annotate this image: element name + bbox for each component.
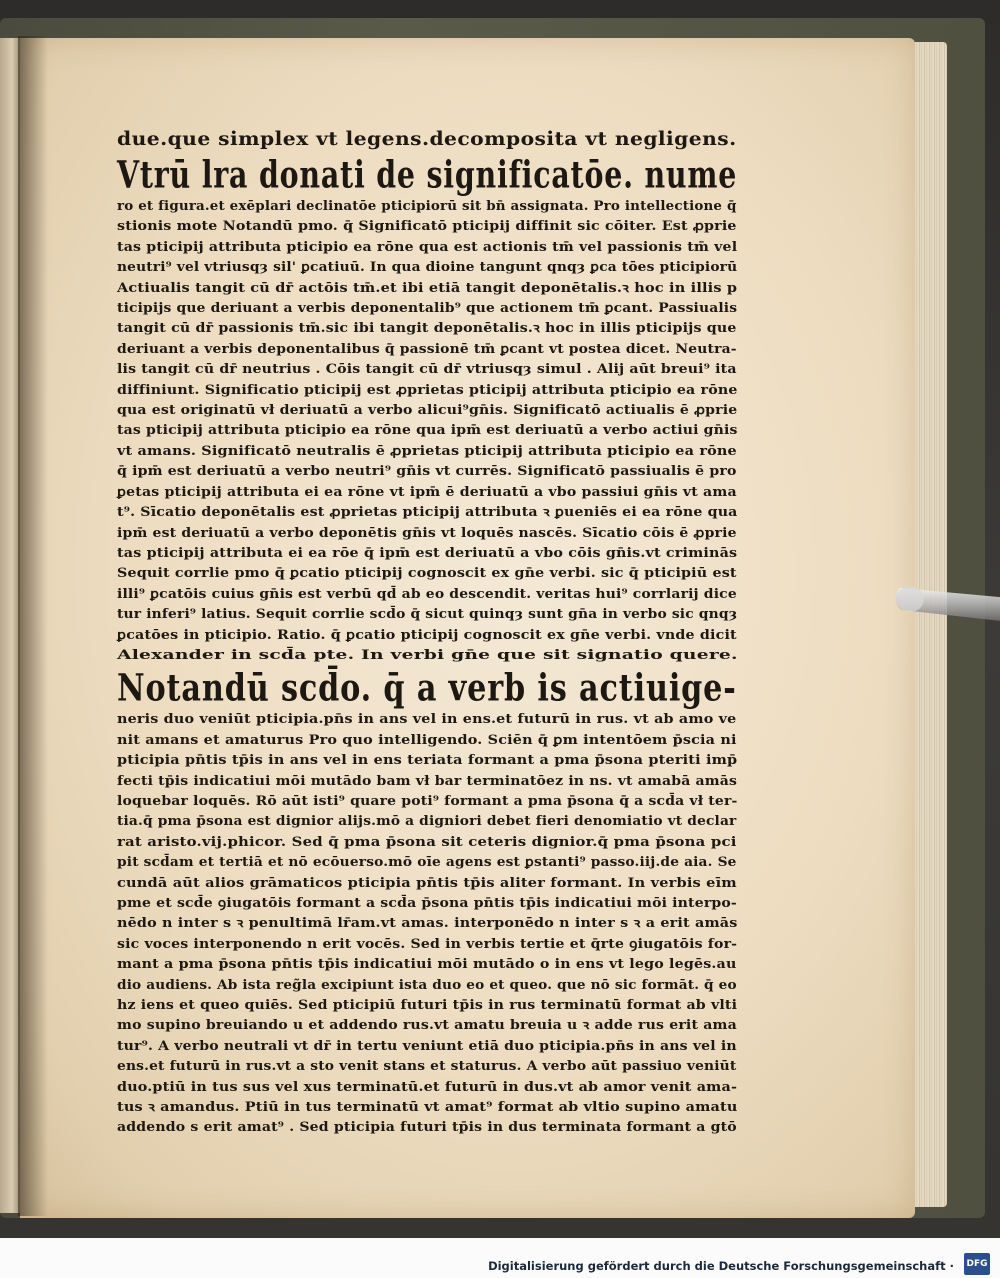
- display-heading-line: Notandū scd̄o. q̄ a verb is actiuige-: [117, 666, 737, 711]
- display-heading-line: Vtrū lra donati de significatōe. nume: [117, 153, 738, 198]
- text-line: dio audiens. Ab ista reg̃la excipiunt ista duo eo et queo. que nō sic formāt. q̄ eo: [117, 976, 737, 992]
- text-line: tangit cū dr̄ passionis tm̄.sic ibi tangit deponētalis.ꝛ hoc in illis pticipijs que: [117, 320, 737, 336]
- text-line: ens.et futurū in rus.vt a sto venit stans et staturus. A verbo aūt passiuo veniūt: [117, 1058, 737, 1074]
- text-line: tas pticipij attributa pticipio ea rōne qua est actionis tm̄ vel passionis tm̄ vel: [117, 238, 738, 254]
- text-block: [117, 126, 737, 1138]
- text-line: tia.q̄ pma p̄sona est dignior alijs.mō a digniori debet fieri denomiatio vt declar: [117, 813, 737, 829]
- text-line: duo.ptiū in tus sus vel xus terminatū.et futurū in dus.vt ab amor venit ama-: [117, 1078, 738, 1094]
- text-line: nit amans et amaturus Pro quo intelligendo. Sciēn q̄ ꝑm intentōem p̄scia ni: [117, 731, 737, 747]
- text-line: rat aristo.vij.phicor. Sed q̄ pma p̄sona sit ceteris dignior.q̄ pma p̄sona pci: [117, 833, 737, 849]
- text-line: ꝑcatōes in pticipio. Ratio. q̄ ꝑcatio pticipij cognoscit ex gn̄e verbi. vnde dicit: [117, 626, 737, 642]
- text-line: ticipijs que deriuant a verbis deponentalib⁹ que actionem tm̄ ꝑcant. Passiualis: [117, 300, 738, 316]
- text-line: loquebar loquēs. Rō aūt isti⁹ quare poti⁹ formant a pma p̄sona q̄ a scd̄a vł ter-: [117, 792, 738, 808]
- text-line: mant a pma p̄sona pn̄tis tp̄is indicatiui mōi mutādo o in ens vt lego legēs.au: [117, 956, 737, 972]
- text-line: Alexander in scd̄a pte. In verbi gn̄e que sit signatio quere.: [117, 646, 738, 662]
- text-line: mo supino breuiando u et addendo rus.vt amatu breuia u ꝛ adde rus erit ama: [117, 1017, 737, 1033]
- text-line: diffiniunt. Significatio pticipij est ꝓprietas pticipij attributa pticipio ea rōne: [117, 381, 738, 397]
- text-line: t⁹. Sīcatio deponētalis est ꝓprietas pticipij attributa ꝛ ꝑueniēs ei ea rōne qua: [117, 504, 738, 520]
- text-line: Sequit corrlie pmo q̄ ꝑcatio pticipij cognoscit ex gn̄e verbi. sic q̄ pticipiū est: [117, 565, 737, 581]
- text-line: tas pticipij attributa pticipio ea rōne qua ipm̄ est deriuatū a verbo actiui gn̄is: [117, 422, 738, 438]
- page-marker-pin: [892, 578, 1000, 622]
- text-line: pticipia pn̄tis tp̄is in ans vel in ens teriata formant a pma p̄sona pteriti imp̄: [117, 752, 738, 768]
- dfg-logo: DFG: [964, 1253, 990, 1275]
- text-line: q̄ ipm̄ est deriuatū a verbo neutri⁹ gn̄is vt currēs. Significatō passiualis ē pro: [117, 463, 737, 479]
- text-line: tur⁹. A verbo neutrali vt dr̄ in tertu veniunt etiā duo pticipia.pn̄s in ans vel in: [117, 1037, 737, 1053]
- text-line: ro et figura.et exēplari declinatōe pticipiorū sit bn̄ assignata. Pro intellectione q̄: [117, 198, 737, 213]
- text-line: stionis mote Notandū pmo. q̄ Significatō pticipij diffinit sic cōiter. Est ꝓprie: [117, 218, 737, 234]
- text-line: tur inferi⁹ latius. Sequit corrlie scd̄o q̄ sicut quinqȝ sunt gn̄a in verbo sic qnqȝ: [117, 606, 738, 622]
- text-line: fecti tp̄is indicatiui mōi mutādo bam vł bar terminatōez in ns. vt amabā amās: [117, 772, 738, 788]
- text-line: hz iens et queo quiēs. Sed pticipiū futuri tp̄is in rus terminatū format ab vlti: [117, 997, 738, 1013]
- text-line: tus ꝛ amandus. Ptiū in tus terminatū vt amat⁹ format ab vltio supino amatu: [117, 1099, 738, 1115]
- gutter-shadow: [18, 36, 48, 1216]
- verso-page-edge: [0, 38, 20, 1213]
- text-line: illi⁹ ꝑcatōis cuius gn̄is est verbū qd̄ ab eo descendit. veritas hui⁹ corrlarij dice: [117, 585, 737, 601]
- recto-page: [20, 38, 915, 1218]
- funding-credit: Digitalisierung gefördert durch die Deutsche Forschungsgemeinschaft ·: [488, 1259, 954, 1273]
- text-line: ꝑetas pticipij attributa ei ea rōne vt ipm̄ ē deriuatū a vbo passiui gn̄is vt ama: [117, 483, 737, 499]
- text-line: sic voces interponendo n erit vocēs. Sed in verbis tertie et q̄rte ꝯiugatōis for-: [117, 935, 738, 951]
- text-line: cundā aūt alios grāmaticos pticipia pn̄tis tp̄is aliter formant. In verbis eīm: [117, 874, 737, 890]
- text-line: pit scd̄am et tertiā et nō ecōuerso.mō oīe agens est ꝑstanti⁹ passo.iij.de aia. Se: [117, 854, 737, 870]
- text-line: neutri⁹ vel vtriusqȝ sil' ꝑcatiuū. In qua dioine tangunt qnqȝ ꝑca tōes pticipiorū: [117, 259, 738, 275]
- text-line: addendo s erit amat⁹ . Sed pticipia futuri tp̄is in dus terminata formant a gtō: [117, 1119, 737, 1135]
- text-line: qua est originatū vł deriuatū a verbo alicui⁹gn̄is. Significatō actiualis ē ꝓprie: [117, 402, 738, 418]
- text-line: ipm̄ est deriuatū a verbo deponētis gn̄is vt loquēs nascēs. Sīcatio cōis ē ꝓprie: [117, 524, 737, 540]
- text-line: lis tangit cū dr̄ neutrius . Cōis tangit cū dr̄ vtriusqȝ simul . Alij aūt breui⁹ ita: [117, 361, 737, 377]
- running-head-line: due.que simplex vt legens.decomposita vt negligens.: [117, 128, 737, 150]
- text-line: neris duo veniūt pticipia.pn̄s in ans vel in ens.et futurū in rus. vt ab amo ve: [117, 711, 737, 727]
- text-line: deriuant a verbis deponentalibus q̄ passionē tm̄ ꝑcant vt postea dicet. Neutra-: [117, 340, 737, 356]
- text-line: nēdo n inter s ꝛ penultimā lr̄am.vt amas. interponēdo n inter s ꝛ a erit amās: [117, 915, 738, 931]
- text-line: vt amans. Significatō neutralis ē ꝓprietas pticipij attributa pticipio ea rōne: [117, 442, 737, 458]
- text-line: pme et scd̄e ꝯiugatōis formant a scd̄a p̄sona pn̄tis tp̄is indicatiui mōi interpo-: [117, 895, 737, 910]
- text-line: Actiualis tangit cū dr̄ actōis tm̄.et ibi etiā tangit deponētalis.ꝛ hoc in illis p: [117, 279, 738, 295]
- text-line: tas pticipij attributa ei ea rōe q̄ ipm̄ est deriuatū a vbo cōis gn̄is.vt criminās: [117, 544, 738, 560]
